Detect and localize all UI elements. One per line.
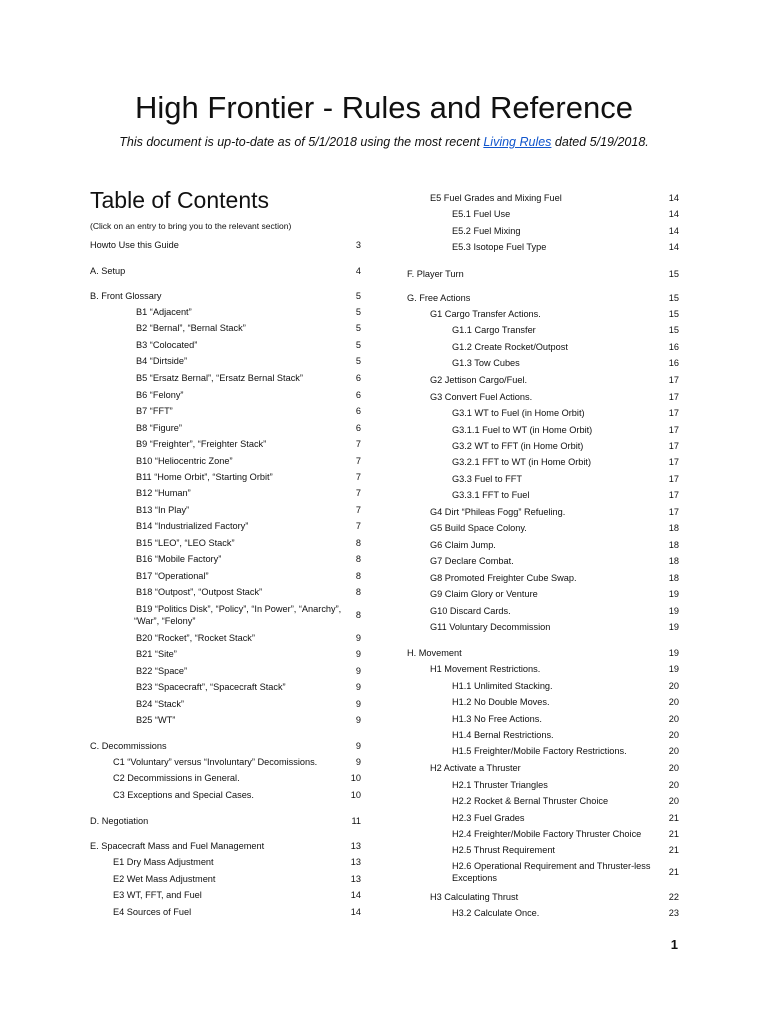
toc-entry-label: G10 Discard Cards. xyxy=(430,606,511,616)
toc-entry-page: 19 xyxy=(668,648,679,658)
toc-entry-page: 7 xyxy=(355,521,361,531)
toc-entry-label: H1 Movement Restrictions. xyxy=(430,664,541,674)
toc-entry-label: B10 “Heliocentric Zone” xyxy=(136,456,233,466)
toc-entry-label: G3.1 WT to Fuel (in Home Orbit) xyxy=(452,408,585,418)
toc-entry-label: G5 Build Space Colony. xyxy=(430,523,527,533)
toc-entry-label: B15 “LEO”, “LEO Stack” xyxy=(136,538,235,548)
toc-entry-page: 11 xyxy=(351,816,361,826)
toc-entry-page: 17 xyxy=(668,375,679,385)
toc-entry-label: B17 “Operational” xyxy=(136,571,209,581)
toc-entry-label: E5.1 Fuel Use xyxy=(452,209,511,219)
toc-entry-label: H2.1 Thruster Triangles xyxy=(452,780,548,790)
toc-entry-label: F. Player Turn xyxy=(407,269,464,279)
toc-entry-page: 14 xyxy=(668,209,679,219)
toc-entry-label: G11 Voluntary Decommission xyxy=(430,622,551,632)
toc-entry-label: H3.2 Calculate Once. xyxy=(452,908,540,918)
toc-entry-label: G3 Convert Fuel Actions. xyxy=(430,392,533,402)
toc-entry-page: 13 xyxy=(350,841,361,851)
toc-entry-page: 19 xyxy=(668,664,679,674)
toc-entry-page: 15 xyxy=(668,325,679,335)
toc-entry-label: G9 Claim Glory or Venture xyxy=(430,589,538,599)
toc-entry-page: 9 xyxy=(355,649,361,659)
toc-entry-page: 3 xyxy=(355,240,361,250)
toc-entry-label: B23 “Spacecraft”, “Spacecraft Stack” xyxy=(136,682,286,692)
toc-entry-page: 15 xyxy=(668,309,679,319)
toc-entry-label: B13 “In Play” xyxy=(136,505,190,515)
toc-entry-label: G3.3 Fuel to FFT xyxy=(452,474,522,484)
toc-entry-page: 9 xyxy=(355,666,361,676)
toc-entry-page: 8 xyxy=(355,538,361,548)
toc-entry-page: 9 xyxy=(355,715,361,725)
toc-entry-page: 7 xyxy=(355,488,361,498)
toc-entry-page: 6 xyxy=(355,390,361,400)
toc-entry-page: 20 xyxy=(668,746,679,756)
toc-entry-label: Howto Use this Guide xyxy=(90,240,179,250)
toc-entry-label: G4 Dirt “Phileas Fogg” Refueling. xyxy=(430,507,566,517)
toc-entry-label: H2.5 Thrust Requirement xyxy=(452,845,555,855)
toc-entry-label: B16 “Mobile Factory” xyxy=(136,554,222,564)
toc-entry-label: B2 “Bernal”, “Bernal Stack” xyxy=(136,323,246,333)
toc-entry-label: G1.2 Create Rocket/Outpost xyxy=(452,342,568,352)
toc-note: (Click on an entry to bring you to the relevant section) xyxy=(90,221,292,231)
toc-entry-page: 20 xyxy=(668,697,679,707)
toc-entry-page: 20 xyxy=(668,780,679,790)
toc-entry-page: 15 xyxy=(668,293,679,303)
toc-entry-label: H1.1 Unlimited Stacking. xyxy=(452,681,553,691)
toc-entry-label: B7 “FFT” xyxy=(136,406,173,416)
toc-entry-label: G6 Claim Jump. xyxy=(430,540,496,550)
toc-entry-page: 6 xyxy=(355,406,361,416)
toc-entry-label: H3 Calculating Thrust xyxy=(430,892,519,902)
toc-entry-label: G2 Jettison Cargo/Fuel. xyxy=(430,375,528,385)
toc-entry-label: B5 “Ersatz Bernal”, “Ersatz Bernal Stack” xyxy=(136,373,303,383)
toc-entry-label: C2 Decommissions in General. xyxy=(113,773,240,783)
toc-entry-page: 17 xyxy=(668,408,679,418)
toc-entry-page: 7 xyxy=(355,456,361,466)
toc-entry-label: H1.3 No Free Actions. xyxy=(452,714,542,724)
toc-entry-page: 9 xyxy=(355,682,361,692)
toc-entry-label: C. Decommissions xyxy=(90,741,167,751)
toc-entry-page: 18 xyxy=(668,523,679,533)
toc-entry-label: G1.1 Cargo Transfer xyxy=(452,325,536,335)
toc-entry-page: 7 xyxy=(355,505,361,515)
toc-entry-label: H2.4 Freighter/Mobile Factory Thruster Choice xyxy=(452,829,642,839)
toc-entry-page: 19 xyxy=(668,622,679,632)
toc-entry-label: B18 “Outpost”, “Outpost Stack” xyxy=(136,587,263,597)
toc-entry-page: 18 xyxy=(668,556,679,566)
toc-entry-label: B3 “Colocated” xyxy=(136,340,198,350)
toc-entry-page: 16 xyxy=(668,342,679,352)
toc-entry-page: 13 xyxy=(350,857,361,867)
toc-entry-page: 6 xyxy=(355,373,361,383)
toc-entry-label: C3 Exceptions and Special Cases. xyxy=(113,790,254,800)
toc-entry-label: E5.3 Isotope Fuel Type xyxy=(452,242,547,252)
toc-entry-label: E5 Fuel Grades and Mixing Fuel xyxy=(430,193,562,203)
toc-entry-page: 17 xyxy=(668,441,679,451)
toc-entry-page: 21 xyxy=(668,845,679,855)
toc-entry-label: B8 “Figure” xyxy=(136,423,182,433)
toc-entry-label: A. Setup xyxy=(90,266,126,276)
toc-entry-page: 19 xyxy=(668,589,679,599)
toc-entry-label: D. Negotiation xyxy=(90,816,149,826)
toc-entry-page: 14 xyxy=(350,907,361,917)
toc-entry-label: G3.3.1 FFT to Fuel xyxy=(452,490,530,500)
toc-entry-page: 8 xyxy=(355,571,361,581)
toc-entry-page: 21 xyxy=(668,813,679,823)
toc-entry-label: B4 “Dirtside” xyxy=(136,356,188,366)
toc-entry-page: 17 xyxy=(668,425,679,435)
toc-entry-label: B14 “Industrialized Factory” xyxy=(136,521,249,531)
toc-entry-page: 20 xyxy=(668,714,679,724)
toc-entry-label: B12 “Human” xyxy=(136,488,191,498)
toc-entry-label: G3.2.1 FFT to WT (in Home Orbit) xyxy=(452,457,592,467)
toc-entry-page: 8 xyxy=(355,587,361,597)
toc-entry-label-continued: “War”, “Felony” xyxy=(134,616,196,626)
toc-entry-label: H2.2 Rocket & Bernal Thruster Choice xyxy=(452,796,609,806)
toc-entry-page: 20 xyxy=(668,730,679,740)
toc-entry-page: 17 xyxy=(668,457,679,467)
toc-entry-page: 15 xyxy=(668,269,679,279)
toc-entry-page: 8 xyxy=(355,610,361,620)
toc-entry-label-continued: Exceptions xyxy=(452,873,497,883)
toc-entry-label: B. Front Glossary xyxy=(90,291,162,301)
toc-entry-page: 7 xyxy=(355,439,361,449)
toc-entry-label: B24 “Stack” xyxy=(136,699,184,709)
document-title: High Frontier - Rules and Reference xyxy=(135,90,633,125)
toc-entry-label: E2 Wet Mass Adjustment xyxy=(113,874,216,884)
toc-entry-label: H1.2 No Double Moves. xyxy=(452,697,550,707)
toc-entry-label: B25 “WT” xyxy=(136,715,176,725)
toc-entry-label: B6 “Felony” xyxy=(136,390,184,400)
toc-entry-page: 17 xyxy=(668,392,679,402)
toc-entry-label: H2.3 Fuel Grades xyxy=(452,813,525,823)
toc-entry-label: E3 WT, FFT, and Fuel xyxy=(113,890,202,900)
toc-entry-label: B1 “Adjacent” xyxy=(136,307,192,317)
toc-entry-label: B21 “Site” xyxy=(136,649,177,659)
toc-entry-page: 5 xyxy=(355,323,361,333)
toc-entry-label: G1 Cargo Transfer Actions. xyxy=(430,309,541,319)
subtitle-text-before: This document is up-to-date as of 5/1/2018 using the most recent xyxy=(119,135,484,149)
toc-entry-page: 9 xyxy=(355,699,361,709)
toc-entry-page: 18 xyxy=(668,573,679,583)
toc-entry-label: H2.6 Operational Requirement and Thruster-less xyxy=(452,861,651,871)
toc-entry-label: B9 “Freighter”, “Freighter Stack” xyxy=(136,439,267,449)
toc-entry-label: E5.2 Fuel Mixing xyxy=(452,226,521,236)
toc-entry-page: 14 xyxy=(668,242,679,252)
toc-entry-label: E. Spacecraft Mass and Fuel Management xyxy=(90,841,265,851)
toc-entry-label: C1 “Voluntary” versus “Involuntary” Decomissions. xyxy=(113,757,318,767)
toc-entry-page: 8 xyxy=(355,554,361,564)
toc-entry-label: G3.1.1 Fuel to WT (in Home Orbit) xyxy=(452,425,593,435)
page-number: 1 xyxy=(670,937,678,952)
toc-entry-page: 23 xyxy=(668,908,679,918)
toc-entry-page: 16 xyxy=(668,358,679,368)
toc-entry-page: 13 xyxy=(350,874,361,884)
toc-entry-page: 19 xyxy=(668,606,679,616)
toc-entry-page: 6 xyxy=(355,423,361,433)
toc-entry-page: 17 xyxy=(668,507,679,517)
toc-entry-page: 20 xyxy=(668,681,679,691)
toc-entry-label: H1.5 Freighter/Mobile Factory Restrictions. xyxy=(452,746,627,756)
toc-entry-page: 5 xyxy=(355,356,361,366)
toc-entry-page: 9 xyxy=(355,633,361,643)
toc-entry-page: 20 xyxy=(668,796,679,806)
toc-entry-label: E1 Dry Mass Adjustment xyxy=(113,857,214,867)
living-rules-link[interactable]: Living Rules xyxy=(483,135,552,149)
toc-entry-label: H2 Activate a Thruster xyxy=(430,763,521,773)
toc-entry-page: 7 xyxy=(355,472,361,482)
toc-entry-page: 5 xyxy=(355,291,361,301)
toc-entry-label: E4 Sources of Fuel xyxy=(113,907,192,917)
toc-entry-label: B19 “Politics Disk”, “Policy”, “In Power”, “Anarchy”, xyxy=(136,604,342,614)
toc-entry-page: 21 xyxy=(668,829,679,839)
toc-entry-page: 17 xyxy=(668,490,679,500)
toc-entry-page: 10 xyxy=(350,790,361,800)
toc-entry-page: 9 xyxy=(355,741,361,751)
toc-entry-label: G7 Declare Combat. xyxy=(430,556,514,566)
toc-entry-label: B20 “Rocket”, “Rocket Stack” xyxy=(136,633,255,643)
toc-entry-label: G8 Promoted Freighter Cube Swap. xyxy=(430,573,577,583)
toc-entry-page: 5 xyxy=(355,307,361,317)
toc-entry-label: G. Free Actions xyxy=(407,293,471,303)
toc-entry-label: H. Movement xyxy=(407,648,462,658)
toc-entry-page: 14 xyxy=(668,193,679,203)
toc-entry-page: 10 xyxy=(350,773,361,783)
toc-entry-page: 21 xyxy=(668,867,679,877)
toc-entry-label: G1.3 Tow Cubes xyxy=(452,358,520,368)
toc-entry-label: H1.4 Bernal Restrictions. xyxy=(452,730,554,740)
toc-entry-page: 20 xyxy=(668,763,679,773)
toc-entry-page: 14 xyxy=(350,890,361,900)
toc-entry-label: G3.2 WT to FFT (in Home Orbit) xyxy=(452,441,584,451)
toc-entry-page: 18 xyxy=(668,540,679,550)
toc-heading: Table of Contents xyxy=(90,187,270,213)
document-subtitle xyxy=(0,135,768,149)
toc-entry-page: 4 xyxy=(355,266,361,276)
toc-entry-page: 22 xyxy=(668,892,679,902)
toc-entry-label: B11 “Home Orbit”, “Starting Orbit” xyxy=(136,472,273,482)
subtitle-text-after: dated 5/19/2018. xyxy=(551,135,649,149)
toc-entry-label: B22 “Space” xyxy=(136,666,188,676)
toc-entry-page: 9 xyxy=(355,757,361,767)
toc-entry-page: 14 xyxy=(668,226,679,236)
toc-entry-page: 5 xyxy=(355,340,361,350)
toc-entry-page: 17 xyxy=(668,474,679,484)
